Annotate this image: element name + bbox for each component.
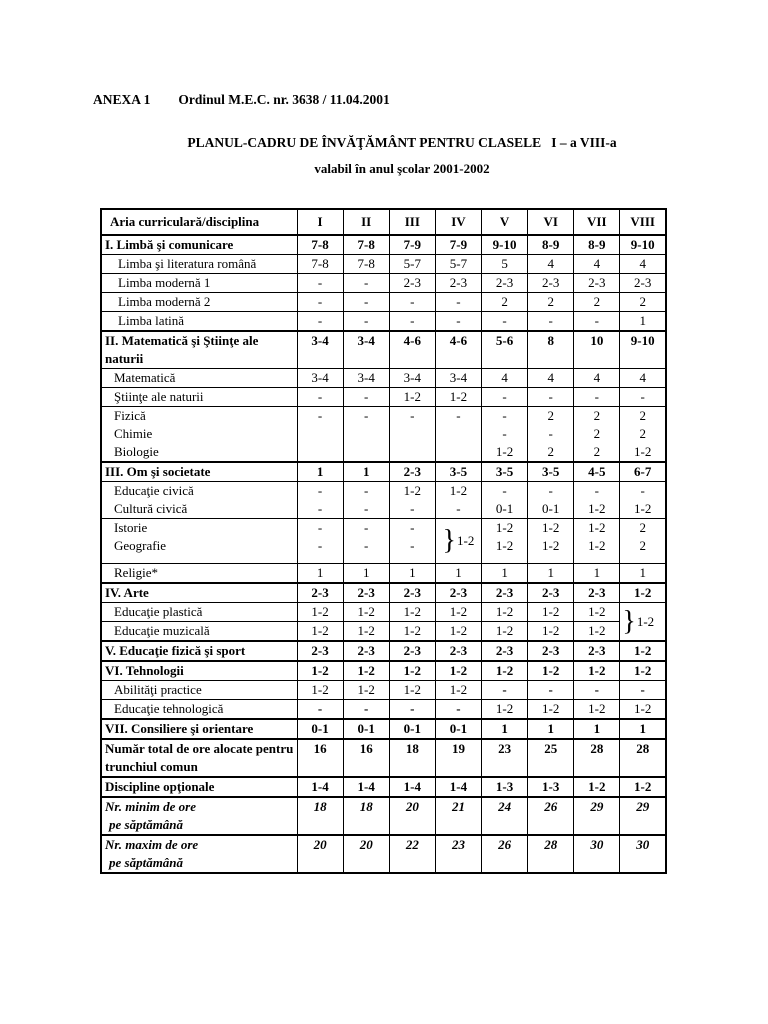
min-hours-label-line: pe săptămână [109,817,184,832]
order-reference: Ordinul M.E.C. nr. 3638 / 11.04.2001 [178,92,390,107]
cell: 0-1 [343,719,389,739]
cell: 2 [528,293,574,312]
cell: 7-8 [297,255,343,274]
area-label: VII. Consiliere şi orientare [101,719,297,739]
cell: 22 [389,835,435,873]
discipline-label: Religie* [101,564,297,584]
cell: 1 [620,312,666,332]
cell: 1-2 [482,700,528,720]
cell: 3-4 [435,369,481,388]
table-row [101,388,666,407]
cell: - [482,681,528,700]
cell: 3-4 [343,331,389,369]
cell: 2-3 [620,274,666,293]
cell: 1-4 [343,777,389,797]
cell: 1-2 [620,777,666,797]
cell: 2-3 [482,274,528,293]
cell: 2 [482,293,528,312]
cell: 1-2 1-2 [528,519,574,564]
table-row [101,564,666,584]
table-row [101,331,666,369]
cell: 2-3 [574,641,620,661]
cell: - [435,700,481,720]
cell: 30 [620,835,666,873]
table-row [101,519,666,564]
area-label: V. Educaţie fizică şi sport [101,641,297,661]
cell: 1-2 [528,622,574,642]
table-row [101,274,666,293]
cell: 16 [297,739,343,777]
cell: 1-2 [574,603,620,622]
brace-icon: } [442,525,456,556]
table-row [101,700,666,720]
cell: 4-6 [435,331,481,369]
cell: 4 [482,369,528,388]
cell: 4 [574,369,620,388]
cell: 1-2 [343,603,389,622]
cell: 18 [389,739,435,777]
cell: 4-5 [574,462,620,482]
cell: 2-3 [297,641,343,661]
cell: 28 [574,739,620,777]
cell: 6-7 [620,462,666,482]
cell: 7-8 [343,235,389,255]
table-row [101,719,666,739]
col-header-discipline: Aria curriculară/disciplina [101,209,297,235]
cell: 29 [620,797,666,835]
cell: 2-3 [574,274,620,293]
annex-label: ANEXA 1 [93,92,151,107]
cell: 2 2 [620,519,666,564]
cell: 3-4 [297,369,343,388]
cell: 2-3 [528,641,574,661]
cell: - [528,312,574,332]
cell: - [482,312,528,332]
discipline-label: Geografie [114,538,166,553]
cell: 1-2 [343,681,389,700]
area-label: III. Om şi societate [101,462,297,482]
cell: 10 [574,331,620,369]
cell: 24 [482,797,528,835]
discipline-label: Cultură civică [114,501,188,516]
cell: 18 [297,797,343,835]
table-row [101,293,666,312]
cell: 2-3 [574,583,620,603]
cell: - [528,681,574,700]
max-hours-label [101,835,297,873]
cell: 1 [435,564,481,584]
cell: 2-3 [435,583,481,603]
cell: 26 [528,797,574,835]
cell: - - [297,519,343,564]
cell: 1-2 [435,603,481,622]
cell: 4-6 [389,331,435,369]
col-header-grade: I [297,209,343,235]
cell: - - [343,482,389,519]
cell: 1 [343,462,389,482]
cell: 7-9 [435,235,481,255]
cell: 1 [482,719,528,739]
cell: 7-9 [389,235,435,255]
cell: 1-2 [389,681,435,700]
cell: 26 [482,835,528,873]
cell: 3-5 [435,462,481,482]
table-row [101,369,666,388]
cell: 1-2 [389,603,435,622]
curriculum-table [100,208,667,874]
cell: 7-8 [343,255,389,274]
cell: 9-10 [482,235,528,255]
cell: 1-2 [574,700,620,720]
cell: 1-2 [620,700,666,720]
cell: 1-2 [574,777,620,797]
discipline-label: Ştiinţe ale naturii [101,388,297,407]
table-row [101,583,666,603]
cell: 2 [574,293,620,312]
table-row [101,312,666,332]
cell: - 0-1 [482,482,528,519]
discipline-label: Educaţie civică [114,483,194,498]
discipline-label-group [101,482,297,519]
cell: 1-2 [435,388,481,407]
cell: 1 [389,564,435,584]
cell: 2 [620,293,666,312]
cell: 4 [528,255,574,274]
cell: 1 [528,564,574,584]
table-row [101,255,666,274]
cell: 25 [528,739,574,777]
cell: - [343,312,389,332]
cell: 8-9 [574,235,620,255]
cell: 2 - 2 [528,407,574,463]
cell: 5-7 [389,255,435,274]
table-row [101,407,666,463]
cell: - [435,407,481,463]
discipline-label: Educaţie tehnologică [101,700,297,720]
cell: 1-2 [482,661,528,681]
cell: 1-2 [343,661,389,681]
cell: - [343,293,389,312]
cell: 29 [574,797,620,835]
cell: - [435,293,481,312]
cell: 2-3 [389,462,435,482]
cell: 2-3 [343,583,389,603]
cell: 1-4 [389,777,435,797]
discipline-label: Limba modernă 1 [101,274,297,293]
cell: - [482,388,528,407]
cell: 18 [343,797,389,835]
discipline-label: Fizică [114,408,146,423]
cell: 2 2 1-2 [620,407,666,463]
col-header-grade: V [482,209,528,235]
cell: 1-2 [297,661,343,681]
cell: - - [389,519,435,564]
table-row [101,797,666,835]
cell: - [389,312,435,332]
cell: 3-4 [389,369,435,388]
cell: - [297,293,343,312]
table-row [101,235,666,255]
cell: 3-5 [482,462,528,482]
min-hours-label-line: Nr. minim de ore [105,799,197,814]
cell: 1-2 - [435,482,481,519]
table-row [101,603,666,622]
cell: 1-3 [482,777,528,797]
cell: - [620,681,666,700]
cell: - [297,407,343,463]
cell: - [297,274,343,293]
cell: 20 [343,835,389,873]
table-row [101,482,666,519]
discipline-label-group [101,519,297,564]
cell: - 1-2 [574,482,620,519]
cell: 1-2 [297,622,343,642]
cell: 1-2 [574,661,620,681]
cell: 1-2 [620,661,666,681]
cell: 9-10 [620,235,666,255]
table-row [101,777,666,797]
discipline-label: Educaţie plastică [101,603,297,622]
cell: 4 [574,255,620,274]
discipline-label: Limba latină [101,312,297,332]
total-label: Număr total de ore alocate pentru trunchiul comun [101,739,297,777]
cell: 2-3 [528,583,574,603]
cell: 3-4 [343,369,389,388]
cell: 2-3 [389,641,435,661]
cell: - [389,407,435,463]
cell: - - 1-2 [482,407,528,463]
col-header-grade: VI [528,209,574,235]
cell: 1 [528,719,574,739]
cell: - [574,681,620,700]
cell: - 1-2 [620,482,666,519]
cell: - 0-1 [528,482,574,519]
cell: - [389,293,435,312]
discipline-label: Chimie [114,426,153,441]
cell: 2-3 [435,641,481,661]
table-row [101,681,666,700]
cell: - [435,312,481,332]
cell: 1 [297,462,343,482]
cell: - [389,700,435,720]
cell: 2-3 [389,583,435,603]
discipline-label-group [101,407,297,463]
table-row [101,462,666,482]
cell: - [528,388,574,407]
page-subtitle: valabil în anul şcolar 2001-2002 [314,161,490,176]
col-header-grade: II [343,209,389,235]
cell: 1 [620,564,666,584]
cell: 16 [343,739,389,777]
cell: 1-2 [482,622,528,642]
max-hours-label-line: Nr. maxim de ore [105,837,199,852]
document-header [93,92,390,108]
cell: 2 2 2 [574,407,620,463]
col-header-grade: III [389,209,435,235]
cell: 19 [435,739,481,777]
cell: 1-2 [528,603,574,622]
cell: 28 [620,739,666,777]
discipline-label: Limba şi literatura română [101,255,297,274]
table-row [101,739,666,777]
cell: - - [343,519,389,564]
cell: 2-3 [297,583,343,603]
cell: 8-9 [528,235,574,255]
discipline-label: Matematică [101,369,297,388]
cell: 1 [574,564,620,584]
cell: 1-2 - [389,482,435,519]
col-header-grade: VII [574,209,620,235]
cell: 2-3 [528,274,574,293]
page-title: PLANUL-CADRU DE ÎNVĂŢĂMÂNT PENTRU CLASELE I – a VIII-a [187,135,617,150]
max-hours-label-line: pe săptămână [109,855,184,870]
discipline-label: Abilităţi practice [101,681,297,700]
cell: 1-2 [435,622,481,642]
cell: 4 [620,369,666,388]
cell: 7-8 [297,235,343,255]
cell: 28 [528,835,574,873]
cell: 1 [482,564,528,584]
cell: 1 [620,719,666,739]
cell: 1-4 [435,777,481,797]
cell: 1-4 [297,777,343,797]
area-label: IV. Arte [101,583,297,603]
cell: 2-3 [482,583,528,603]
table-row [101,835,666,873]
cell: 3-4 [297,331,343,369]
area-label: I. Limbă şi comunicare [101,235,297,255]
cell: 1 [297,564,343,584]
cell: 0-1 [435,719,481,739]
col-header-grade: IV [435,209,481,235]
cell: 1-3 [528,777,574,797]
cell: 1-2 [620,641,666,661]
cell: 5-7 [435,255,481,274]
cell: 1-2 1-2 [574,519,620,564]
cell: 1-2 [389,622,435,642]
cell: 2-3 [389,274,435,293]
cell: - [343,274,389,293]
optional-label: Discipline opţionale [101,777,297,797]
cell: 1-2 [343,622,389,642]
cell: 1-2 [620,583,666,603]
cell: - [574,312,620,332]
cell: 4 [620,255,666,274]
cell: 1 [343,564,389,584]
cell: 5-6 [482,331,528,369]
cell: 8 [528,331,574,369]
cell: 1-2 [528,700,574,720]
cell: 9-10 [620,331,666,369]
cell: 4 [528,369,574,388]
cell: 5 [482,255,528,274]
table-row [101,641,666,661]
cell: 0-1 [389,719,435,739]
cell: 23 [435,835,481,873]
table-row [101,622,666,642]
cell: 1-2 [435,681,481,700]
min-hours-label [101,797,297,835]
discipline-label: Limba modernă 2 [101,293,297,312]
discipline-label: Educaţie muzicală [101,622,297,642]
discipline-label: Biologie [114,444,159,459]
cell: 1 [574,719,620,739]
cell: 1-2 [482,603,528,622]
cell: - - [297,482,343,519]
cell: 1-2 [297,681,343,700]
cell: 1-2 [528,661,574,681]
cell: 20 [297,835,343,873]
cell: - [297,700,343,720]
cell: 1-2 [574,622,620,642]
cell: 1-2 [389,661,435,681]
cell: 23 [482,739,528,777]
cell: - [343,700,389,720]
cell: - [620,388,666,407]
cell: 1-2 [389,388,435,407]
cell: 2-3 [435,274,481,293]
cell: - [297,388,343,407]
table-row [101,661,666,681]
cell: - [574,388,620,407]
cell: 21 [435,797,481,835]
cell: 1-2 1-2 [482,519,528,564]
col-header-grade: VIII [620,209,666,235]
discipline-label: Istorie [114,520,148,535]
cell: 3-5 [528,462,574,482]
cell: - [343,407,389,463]
cell: - [297,312,343,332]
cell: } 1-2 [435,519,481,564]
area-label: VI. Tehnologii [101,661,297,681]
cell: 20 [389,797,435,835]
brace-icon: } [622,605,636,637]
area-label: II. Matematică şi Ştiinţe ale naturii [101,331,297,369]
cell: 30 [574,835,620,873]
table-header-row [101,209,666,235]
cell: - [343,388,389,407]
cell: 0-1 [297,719,343,739]
cell: 1-2 [297,603,343,622]
cell: 2-3 [482,641,528,661]
cell: } 1-2 [620,603,666,642]
cell: 2-3 [343,641,389,661]
cell: 1-2 [435,661,481,681]
